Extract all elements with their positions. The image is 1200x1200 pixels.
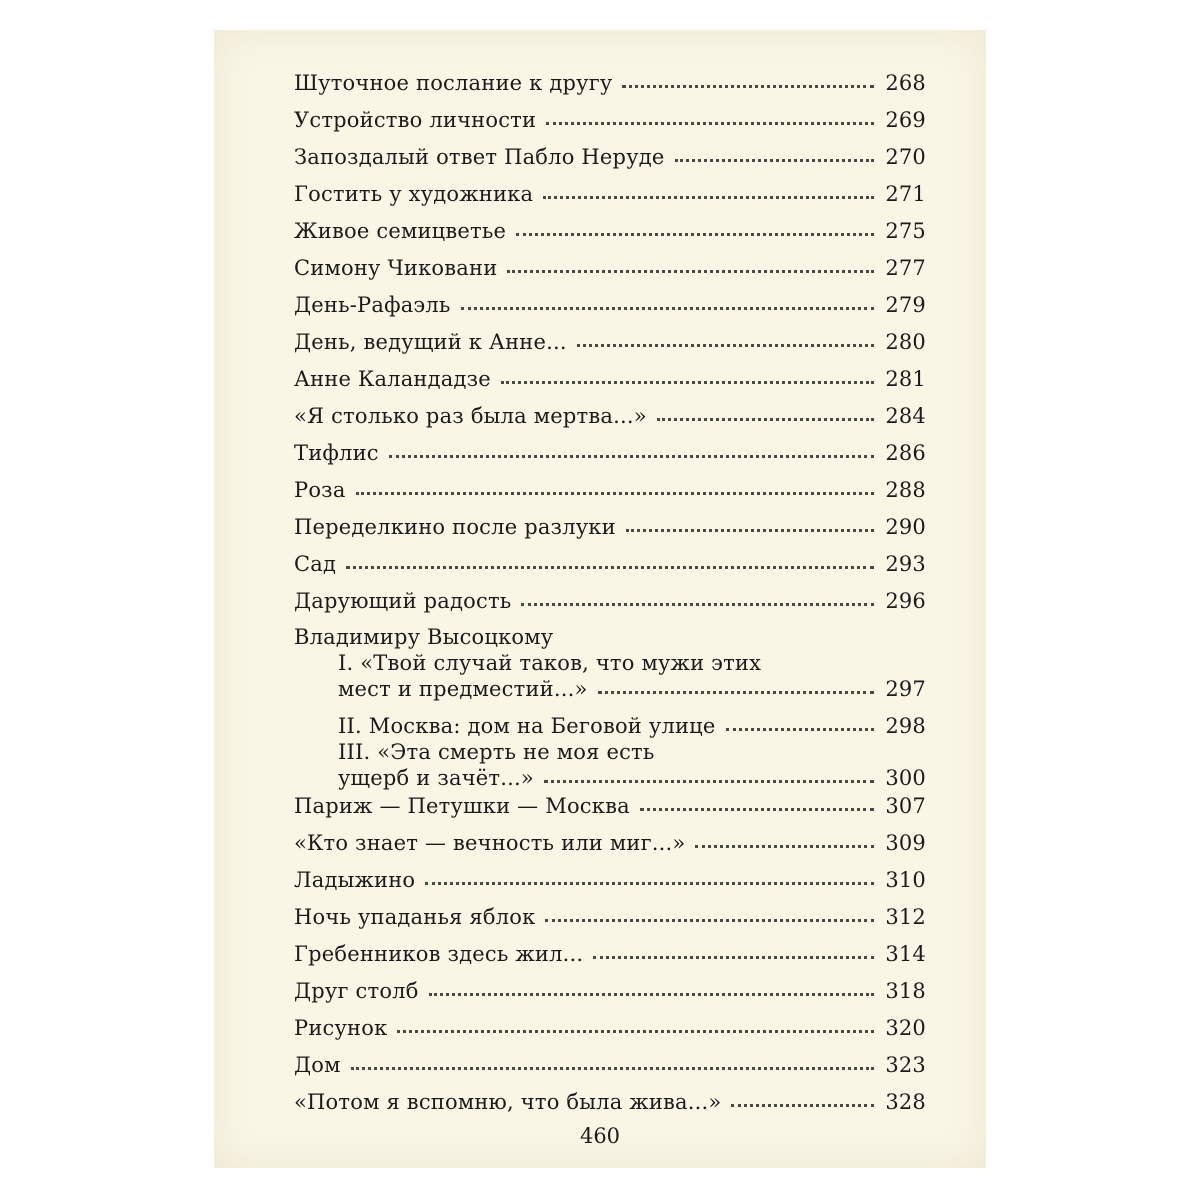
toc-entry (294, 576, 926, 613)
dot-leader (731, 1104, 874, 1107)
toc-entry-title: Запоздалый ответ Пабло Неруде (294, 145, 665, 169)
toc-entry (294, 354, 926, 391)
toc-entry-title: Гостить у художника (294, 182, 534, 206)
toc-entry-page: 280 (885, 330, 926, 354)
dot-leader (507, 270, 874, 273)
toc-entry-title: Симону Чиковани (294, 256, 498, 280)
toc-entry (294, 428, 926, 465)
toc-entry (294, 539, 926, 576)
toc-entry-title: Дом (294, 1053, 341, 1077)
dot-leader (598, 691, 875, 694)
toc-entry (294, 790, 926, 818)
dot-leader (346, 566, 874, 569)
toc-entry-page: 269 (885, 108, 926, 132)
toc-entry-title: Рисунок (294, 1016, 388, 1040)
dot-leader (546, 122, 874, 125)
dot-leader (593, 956, 874, 959)
toc-entry-page: 271 (885, 182, 926, 206)
toc-entry-title: Тифлис (294, 441, 379, 465)
toc-entry-page: 297 (885, 677, 926, 701)
toc-entry-title: Сад (294, 552, 337, 576)
toc-entry (294, 502, 926, 539)
toc-entry-title: Гребенников здесь жил... (294, 942, 584, 966)
toc-entry-page: 300 (885, 766, 926, 790)
toc-entry-page: 323 (885, 1053, 926, 1077)
dot-leader (397, 1030, 874, 1033)
toc-entry-title: Живое семицветье (294, 219, 507, 243)
dot-leader (351, 1067, 874, 1070)
toc-entry-title: Дарующий радость (294, 589, 512, 613)
dot-leader (461, 307, 874, 310)
toc-subentry-title-line1: I. «Твой случай таков, что мужи этих (338, 651, 762, 675)
toc-subentry (294, 675, 926, 701)
toc-subentry-title-line1: III. «Эта смерть не моя есть (338, 740, 655, 764)
toc-entry (294, 95, 926, 132)
toc-entry-page: 312 (885, 905, 926, 929)
toc-entry (294, 132, 926, 169)
toc-entry-page: 318 (885, 979, 926, 1003)
dot-leader (695, 845, 874, 848)
toc-subentry-title-line2: мест и предместий...» (338, 677, 588, 701)
dot-leader (544, 780, 874, 783)
toc-entry-title: Переделкино после разлуки (294, 515, 616, 539)
toc-entry-title: «Кто знает — вечность или миг...» (294, 831, 686, 855)
toc-entry-page: 307 (885, 794, 926, 818)
toc-subentry (294, 701, 926, 738)
toc-entry-page: 314 (885, 942, 926, 966)
toc-entry-page: 310 (885, 868, 926, 892)
toc-entry-page: 298 (885, 714, 926, 738)
toc-entry (294, 243, 926, 280)
toc-entry-page: 309 (885, 831, 926, 855)
dot-leader (543, 196, 874, 199)
toc-subentry-title-line2: ущерб и зачёт...» (338, 766, 534, 790)
toc-entry (294, 1040, 926, 1077)
toc-entry-title: Владимиру Высоцкому (294, 625, 554, 649)
toc-entry-title: Друг столб (294, 979, 419, 1003)
toc-entry-title: День, ведущий к Анне... (294, 330, 567, 354)
toc-entry-page: 320 (885, 1016, 926, 1040)
toc-entry (294, 855, 926, 892)
toc-entry (294, 317, 926, 354)
toc-subentry (294, 649, 926, 675)
dot-leader (389, 455, 874, 458)
toc-entry-title: Анне Каландадзе (294, 367, 491, 391)
dot-leader (501, 381, 874, 384)
toc-entry (294, 280, 926, 317)
table-of-contents (294, 58, 926, 1114)
dot-leader (516, 233, 874, 236)
toc-entry-page: 286 (885, 441, 926, 465)
toc-entry-page: 328 (885, 1090, 926, 1114)
toc-entry-title: «Потом я вспомню, что была жива...» (294, 1090, 722, 1114)
toc-entry-title: Шуточное послание к другу (294, 71, 613, 95)
toc-entry-title: Устройство личности (294, 108, 537, 132)
dot-leader (521, 603, 874, 606)
toc-subentry (294, 764, 926, 790)
toc-entry (294, 1077, 926, 1114)
toc-entry-title: Ладыжино (294, 868, 416, 892)
toc-subentry (294, 738, 926, 764)
toc-entry-page: 270 (885, 145, 926, 169)
toc-entry (294, 818, 926, 855)
toc-entry-title: Париж — Петушки — Москва (294, 794, 630, 818)
dot-leader (675, 159, 874, 162)
dot-leader (545, 919, 874, 922)
toc-entry-title: Роза (294, 478, 346, 502)
toc-entry-title: «Я столько раз была мертва...» (294, 404, 647, 428)
toc-entry-page: 288 (885, 478, 926, 502)
toc-entry (294, 391, 926, 428)
toc-entry (294, 929, 926, 966)
dot-leader (356, 492, 874, 495)
toc-group-heading (294, 613, 926, 649)
dot-leader (622, 85, 874, 88)
toc-entry (294, 892, 926, 929)
dot-leader (425, 882, 874, 885)
toc-entry-page: 281 (885, 367, 926, 391)
toc-entry-page: 284 (885, 404, 926, 428)
page-number: 460 (579, 1124, 621, 1148)
toc-subentry-title: II. Москва: дом на Беговой улице (338, 714, 716, 738)
dot-leader (626, 529, 874, 532)
toc-entry (294, 206, 926, 243)
toc-entry-page: 293 (885, 552, 926, 576)
dot-leader (657, 418, 874, 421)
toc-entry-page: 277 (885, 256, 926, 280)
dot-leader (429, 993, 874, 996)
dot-leader (726, 728, 874, 731)
toc-entry (294, 58, 926, 95)
dot-leader (640, 808, 874, 811)
toc-entry (294, 966, 926, 1003)
dot-leader (577, 344, 874, 347)
toc-entry (294, 1003, 926, 1040)
toc-entry-page: 268 (885, 71, 926, 95)
toc-entry (294, 169, 926, 206)
toc-entry-page: 290 (885, 515, 926, 539)
toc-entry-title: Ночь упаданья яблок (294, 905, 536, 929)
toc-entry (294, 465, 926, 502)
toc-entry-page: 279 (885, 293, 926, 317)
toc-entry-title: День-Рафаэль (294, 293, 451, 317)
toc-entry-page: 275 (885, 219, 926, 243)
book-page (214, 30, 986, 1168)
toc-entry-page: 296 (885, 589, 926, 613)
